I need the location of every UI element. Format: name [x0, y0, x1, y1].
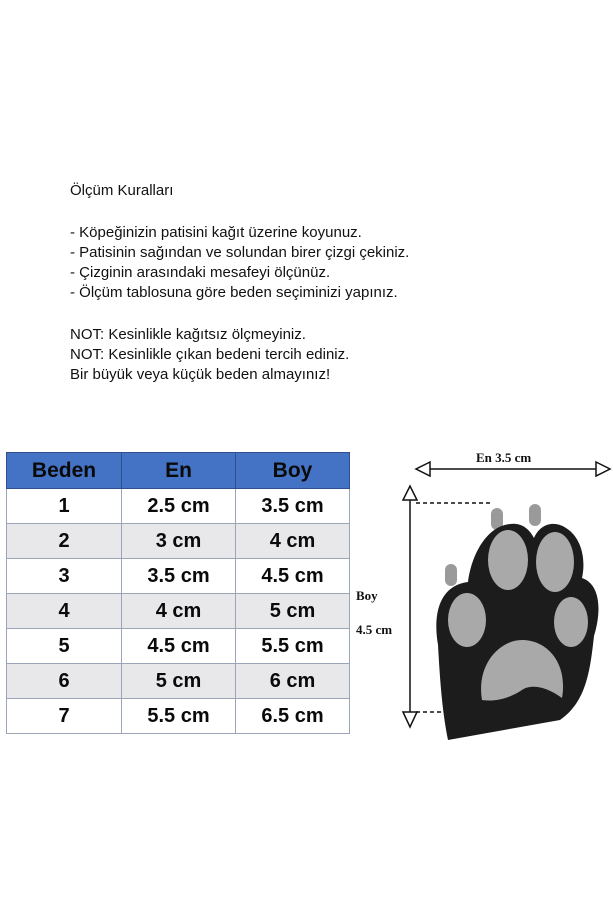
table-row: [7, 664, 350, 699]
cell-beden: 2: [7, 524, 122, 559]
cell-beden: 6: [7, 664, 122, 699]
measurement-rules: [70, 180, 590, 385]
cell-en: 3 cm: [122, 524, 236, 559]
cell-boy: 3.5 cm: [236, 489, 350, 524]
claw-icon: [529, 504, 541, 526]
cell-boy: 6.5 cm: [236, 699, 350, 734]
table-row: [7, 524, 350, 559]
note-line-2: NOT: Kesinlikle çıkan bedeni tercih ediniz.: [70, 346, 350, 363]
table-row: [7, 559, 350, 594]
paw-measurement-figure: [350, 440, 613, 750]
cell-boy: 4 cm: [236, 524, 350, 559]
claw-icon: [445, 564, 457, 586]
cell-boy: 6 cm: [236, 664, 350, 699]
note-line-3: Bir büyük veya küçük beden almayınız!: [70, 366, 331, 383]
cell-en: 5.5 cm: [122, 699, 236, 734]
cell-en: 5 cm: [122, 664, 236, 699]
notes-block: [70, 325, 590, 385]
cell-en: 2.5 cm: [122, 489, 236, 524]
height-label-word: Boy: [356, 588, 378, 603]
paw-print-icon: [436, 524, 598, 740]
cell-en: 3.5 cm: [122, 559, 236, 594]
cell-beden: 1: [7, 489, 122, 524]
cell-en: 4 cm: [122, 594, 236, 629]
note-line-1: NOT: Kesinlikle kağıtsız ölçmeyiniz.: [70, 326, 306, 343]
header-beden: Beden: [7, 453, 122, 489]
height-label-value: 4.5 cm: [356, 622, 393, 637]
size-table: [6, 452, 350, 734]
table-row: [7, 489, 350, 524]
rule-item-2: - Patisinin sağından ve solundan birer çizgi çekiniz.: [70, 244, 410, 261]
rule-item-1: - Köpeğinizin patisini kağıt üzerine koyunuz.: [70, 224, 362, 241]
cell-en: 4.5 cm: [122, 629, 236, 664]
cell-beden: 4: [7, 594, 122, 629]
table-row: [7, 594, 350, 629]
rule-item-4: - Ölçüm tablosuna göre beden seçiminizi yapınız.: [70, 284, 398, 301]
rules-title: Ölçüm Kuralları: [70, 182, 174, 199]
header-en: En: [122, 453, 236, 489]
width-label: En 3.5 cm: [476, 450, 532, 465]
cell-beden: 7: [7, 699, 122, 734]
cell-beden: 5: [7, 629, 122, 664]
table-row: [7, 699, 350, 734]
table-row: [7, 629, 350, 664]
paw-diagram: [350, 440, 613, 750]
rule-item-3: - Çizginin arasındaki mesafeyi ölçünüz.: [70, 264, 331, 281]
cell-beden: 3: [7, 559, 122, 594]
table-header-row: [7, 453, 350, 489]
header-boy: Boy: [236, 453, 350, 489]
cell-boy: 4.5 cm: [236, 559, 350, 594]
cell-boy: 5.5 cm: [236, 629, 350, 664]
cell-boy: 5 cm: [236, 594, 350, 629]
